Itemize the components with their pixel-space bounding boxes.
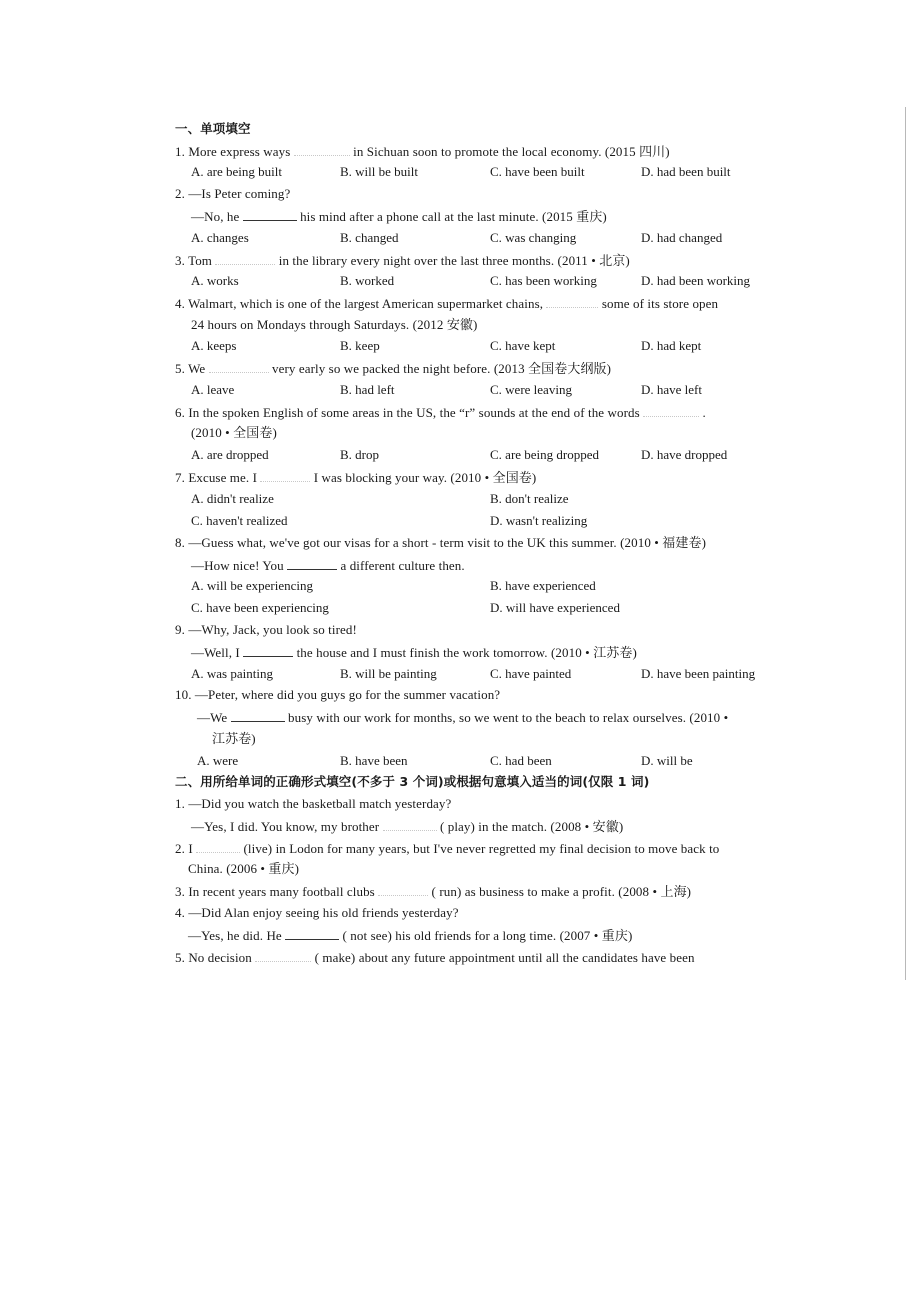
- question-2: 2. —Is Peter coming?: [175, 186, 291, 201]
- fill-question-1-response: —Yes, I did. You know, my brother ( play) in the match. (2008 • 安徽): [191, 819, 624, 834]
- option-a: A. leave: [191, 382, 235, 397]
- option-b: B. will be painting: [340, 666, 437, 681]
- question-10-response: —We busy with our work for months, so we went to the beach to relax ourselves. (2010 •: [197, 710, 729, 725]
- fill-question-2-continued: China. (2006 • 重庆): [188, 861, 300, 876]
- option-d: D. have dropped: [641, 447, 728, 462]
- answer-blank[interactable]: [196, 840, 240, 853]
- fill-question-2: 2. I (live) in Lodon for many years, but I've never regretted my final decision to move back to: [175, 841, 720, 856]
- option-a: A. will be experiencing: [191, 578, 314, 593]
- section-2-title: 二、用所给单词的正确形式填空(不多于 3 个词)或根据句意填入适当的词(仅限 1 词): [175, 774, 650, 789]
- answer-blank[interactable]: [231, 709, 285, 722]
- answer-blank[interactable]: [209, 360, 269, 373]
- question-8: 8. —Guess what, we've got our visas for a short - term visit to the UK this summer. (2010 • 福建卷): [175, 535, 707, 550]
- question-4: 4. Walmart, which is one of the largest American supermarket chains, some of its store open: [175, 296, 719, 311]
- question-10: 10. —Peter, where did you guys go for the summer vacation?: [175, 687, 501, 702]
- answer-blank[interactable]: [255, 949, 311, 962]
- answer-blank[interactable]: [643, 404, 699, 417]
- option-c: C. have been built: [490, 164, 585, 179]
- answer-blank[interactable]: [260, 469, 310, 482]
- option-a: A. are being built: [191, 164, 282, 179]
- question-7: 7. Excuse me. I I was blocking your way. (2010 • 全国卷): [175, 470, 537, 485]
- question-6-continued: (2010 • 全国卷): [191, 425, 277, 440]
- option-c: C. was changing: [490, 230, 577, 245]
- option-a: A. was painting: [191, 666, 273, 681]
- page-edge-line: [905, 107, 906, 980]
- option-c: C. are being dropped: [490, 447, 600, 462]
- option-d: D. had been working: [641, 273, 751, 288]
- fill-question-1: 1. —Did you watch the basketball match yesterday?: [175, 796, 452, 811]
- fill-question-3: 3. In recent years many football clubs ( run) as business to make a profit. (2008 • 上海): [175, 884, 692, 899]
- option-d: D. had been built: [641, 164, 731, 179]
- question-9-response: —Well, I the house and I must finish the work tomorrow. (2010 • 江苏卷): [191, 645, 637, 660]
- option-c: C. were leaving: [490, 382, 572, 397]
- option-a: A. are dropped: [191, 447, 269, 462]
- option-d: D. will be: [641, 753, 693, 768]
- option-b: B. keep: [340, 338, 380, 353]
- answer-blank[interactable]: [294, 143, 350, 156]
- option-d: D. have left: [641, 382, 703, 397]
- question-2-response: —No, he his mind after a phone call at the last minute. (2015 重庆): [191, 209, 607, 224]
- answer-blank[interactable]: [285, 927, 339, 940]
- question-9: 9. —Why, Jack, you look so tired!: [175, 622, 357, 637]
- question-8-response: —How nice! You a different culture then.: [191, 558, 465, 573]
- question-5: 5. We very early so we packed the night before. (2013 全国卷大纲版): [175, 361, 612, 376]
- option-d: D. wasn't realizing: [490, 513, 588, 528]
- question-1: 1. More express ways in Sichuan soon to promote the local economy. (2015 四川): [175, 144, 670, 159]
- option-d: D. have been painting: [641, 666, 756, 681]
- fill-question-4-response: —Yes, he did. He ( not see) his old friends for a long time. (2007 • 重庆): [188, 928, 633, 943]
- answer-blank[interactable]: [546, 295, 598, 308]
- option-b: B. drop: [340, 447, 379, 462]
- question-3: 3. Tom in the library every night over the last three months. (2011 • 北京): [175, 253, 630, 268]
- answer-blank[interactable]: [243, 644, 293, 657]
- option-c: C. had been: [490, 753, 552, 768]
- answer-blank[interactable]: [378, 883, 428, 896]
- option-c: C. have painted: [490, 666, 572, 681]
- option-c: C. have kept: [490, 338, 556, 353]
- answer-blank[interactable]: [383, 818, 437, 831]
- option-b: B. have experienced: [490, 578, 596, 593]
- answer-blank[interactable]: [215, 252, 275, 265]
- fill-question-5: 5. No decision ( make) about any future appointment until all the candidates have been: [175, 950, 695, 965]
- option-b: B. will be built: [340, 164, 418, 179]
- option-b: B. had left: [340, 382, 395, 397]
- question-6: 6. In the spoken English of some areas in the US, the “r” sounds at the end of the words .: [175, 405, 706, 420]
- option-c: C. haven't realized: [191, 513, 288, 528]
- question-10-continued: 江苏卷): [212, 731, 256, 746]
- answer-blank[interactable]: [287, 557, 337, 570]
- option-d: D. had changed: [641, 230, 723, 245]
- option-a: A. didn't realize: [191, 491, 274, 506]
- option-a: A. keeps: [191, 338, 237, 353]
- option-c: C. has been working: [490, 273, 597, 288]
- option-b: B. don't realize: [490, 491, 569, 506]
- section-1-title: 一、单项填空: [175, 121, 251, 136]
- fill-question-4: 4. —Did Alan enjoy seeing his old friends yesterday?: [175, 905, 459, 920]
- option-a: A. were: [197, 753, 239, 768]
- option-b: B. worked: [340, 273, 395, 288]
- option-c: C. have been experiencing: [191, 600, 329, 615]
- option-a: A. works: [191, 273, 239, 288]
- answer-blank[interactable]: [243, 208, 297, 221]
- option-a: A. changes: [191, 230, 249, 245]
- option-b: B. changed: [340, 230, 399, 245]
- option-b: B. have been: [340, 753, 408, 768]
- option-d: D. had kept: [641, 338, 702, 353]
- option-d: D. will have experienced: [490, 600, 620, 615]
- question-4-continued: 24 hours on Mondays through Saturdays. (2012 安徽): [191, 317, 478, 332]
